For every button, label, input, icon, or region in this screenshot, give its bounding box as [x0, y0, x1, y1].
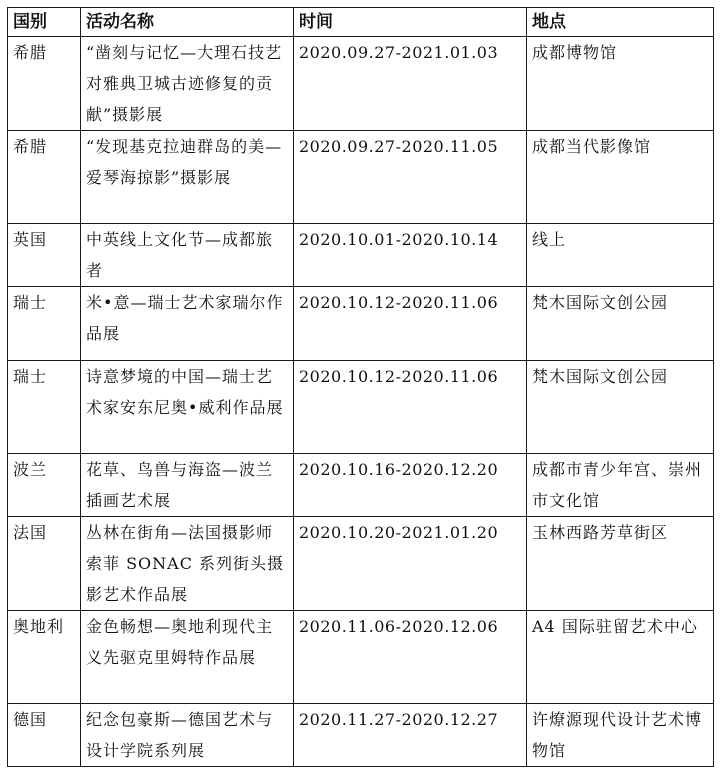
- table-row: [8, 704, 714, 767]
- table-row: [8, 454, 714, 517]
- table-row: [8, 611, 714, 704]
- place-cell: 成都当代影像馆: [527, 131, 714, 224]
- place-cell: A4 国际驻留艺术中心: [527, 611, 714, 704]
- place-cell: 线上: [527, 224, 714, 287]
- country-cell: 瑞士: [8, 287, 81, 361]
- country-cell: 德国: [8, 704, 81, 767]
- name-cell: 丛林在街角—法国摄影师索菲 SONAC 系列街头摄影艺术作品展: [81, 517, 294, 611]
- date-cell: 2020.10.20-2021.01.20: [294, 517, 527, 611]
- exhibition-table: [7, 7, 714, 767]
- country-cell: 法国: [8, 517, 81, 611]
- country-cell: 波兰: [8, 454, 81, 517]
- header-date: 时间: [294, 8, 527, 37]
- date-cell: 2020.11.06-2020.12.06: [294, 611, 527, 704]
- country-cell: 奥地利: [8, 611, 81, 704]
- name-cell: 纪念包豪斯—德国艺术与设计学院系列展: [81, 704, 294, 767]
- name-cell: “凿刻与记忆—大理石技艺对雅典卫城古迹修复的贡献”摄影展: [81, 37, 294, 131]
- date-cell: 2020.09.27-2020.11.05: [294, 131, 527, 224]
- name-cell: 诗意梦境的中国—瑞士艺术家安东尼奥•威利作品展: [81, 361, 294, 454]
- place-cell: 许燎源现代设计艺术博物馆: [527, 704, 714, 767]
- country-cell: 希腊: [8, 131, 81, 224]
- name-cell: 金色畅想—奥地利现代主义先驱克里姆特作品展: [81, 611, 294, 704]
- place-cell: 玉林西路芳草街区: [527, 517, 714, 611]
- country-cell: 希腊: [8, 37, 81, 131]
- name-cell: “发现基克拉迪群岛的美—爱琴海掠影”摄影展: [81, 131, 294, 224]
- header-name: 活动名称: [81, 8, 294, 37]
- table-row: [8, 131, 714, 224]
- table-row: [8, 287, 714, 361]
- date-cell: 2020.10.01-2020.10.14: [294, 224, 527, 287]
- header-country: 国别: [8, 8, 81, 37]
- place-cell: 梵木国际文创公园: [527, 287, 714, 361]
- country-cell: 英国: [8, 224, 81, 287]
- date-cell: 2020.11.27-2020.12.27: [294, 704, 527, 767]
- country-cell: 瑞士: [8, 361, 81, 454]
- header-place: 地点: [527, 8, 714, 37]
- table-row: [8, 361, 714, 454]
- name-cell: 米•意—瑞士艺术家瑞尔作品展: [81, 287, 294, 361]
- date-cell: 2020.09.27-2021.01.03: [294, 37, 527, 131]
- table-row: [8, 37, 714, 131]
- place-cell: 梵木国际文创公园: [527, 361, 714, 454]
- date-cell: 2020.10.12-2020.11.06: [294, 361, 527, 454]
- date-cell: 2020.10.16-2020.12.20: [294, 454, 527, 517]
- date-cell: 2020.10.12-2020.11.06: [294, 287, 527, 361]
- table-row: [8, 517, 714, 611]
- header-row: [8, 8, 714, 37]
- name-cell: 花草、鸟兽与海盗—波兰插画艺术展: [81, 454, 294, 517]
- place-cell: 成都博物馆: [527, 37, 714, 131]
- name-cell: 中英线上文化节—成都旅者: [81, 224, 294, 287]
- table-row: [8, 224, 714, 287]
- place-cell: 成都市青少年宫、崇州市文化馆: [527, 454, 714, 517]
